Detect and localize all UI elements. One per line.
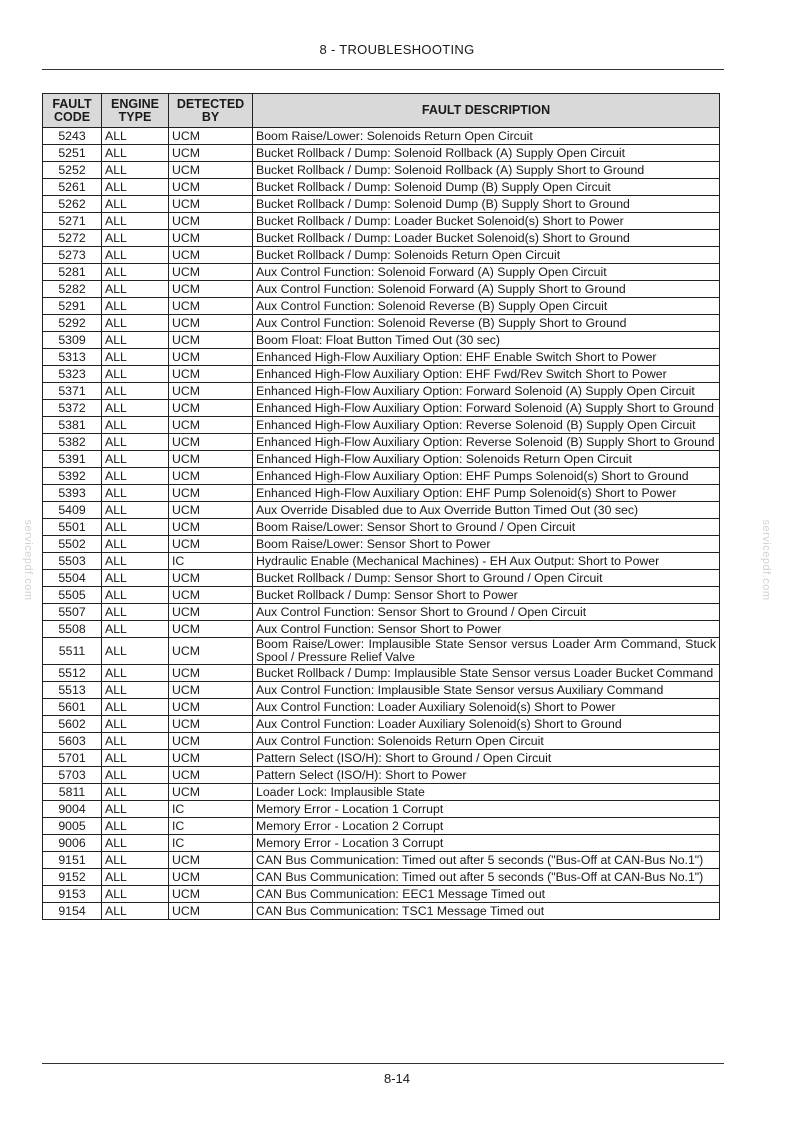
fault-code-cell: 9151 bbox=[43, 852, 102, 869]
detected-by-cell: UCM bbox=[169, 332, 253, 349]
fault-code-cell: 5703 bbox=[43, 767, 102, 784]
fault-code-cell: 5503 bbox=[43, 553, 102, 570]
detected-by-cell: UCM bbox=[169, 716, 253, 733]
fault-code-cell: 5282 bbox=[43, 281, 102, 298]
table-row bbox=[43, 699, 720, 716]
table-row bbox=[43, 587, 720, 604]
fault-description-cell: Aux Control Function: Loader Auxiliary Solenoid(s) Short to Power bbox=[253, 699, 720, 716]
table-row bbox=[43, 128, 720, 145]
fault-description-cell: Enhanced High-Flow Auxiliary Option: Solenoids Return Open Circuit bbox=[253, 451, 720, 468]
detected-by-cell: UCM bbox=[169, 869, 253, 886]
fault-code-cell: 5381 bbox=[43, 417, 102, 434]
fault-description-cell: Bucket Rollback / Dump: Solenoids Return Open Circuit bbox=[253, 247, 720, 264]
table-row bbox=[43, 570, 720, 587]
engine-type-cell: ALL bbox=[102, 315, 169, 332]
fault-description-cell: CAN Bus Communication: EEC1 Message Timed out bbox=[253, 886, 720, 903]
engine-type-cell: ALL bbox=[102, 665, 169, 682]
page-number: 8-14 bbox=[383, 1071, 411, 1086]
fault-code-cell: 5272 bbox=[43, 230, 102, 247]
fault-code-cell: 5502 bbox=[43, 536, 102, 553]
table-row bbox=[43, 886, 720, 903]
fault-description-cell: CAN Bus Communication: Timed out after 5 seconds ("Bus-Off at CAN-Bus No.1") bbox=[253, 869, 720, 886]
detected-by-cell: UCM bbox=[169, 570, 253, 587]
fault-description-cell: Enhanced High-Flow Auxiliary Option: Forward Solenoid (A) Supply Open Circuit bbox=[253, 383, 720, 400]
detected-by-cell: UCM bbox=[169, 162, 253, 179]
engine-type-cell: ALL bbox=[102, 366, 169, 383]
engine-type-cell: ALL bbox=[102, 281, 169, 298]
detected-by-cell: UCM bbox=[169, 315, 253, 332]
fault-code-cell: 5251 bbox=[43, 145, 102, 162]
engine-type-cell: ALL bbox=[102, 230, 169, 247]
table-row bbox=[43, 264, 720, 281]
fault-code-cell: 5508 bbox=[43, 621, 102, 638]
detected-by-cell: UCM bbox=[169, 665, 253, 682]
fault-description-cell: Bucket Rollback / Dump: Implausible State Sensor versus Loader Bucket Command bbox=[253, 665, 720, 682]
fault-code-cell: 5252 bbox=[43, 162, 102, 179]
fault-description-cell: Hydraulic Enable (Mechanical Machines) - EH Aux Output: Short to Power bbox=[253, 553, 720, 570]
detected-by-cell: UCM bbox=[169, 852, 253, 869]
table-row bbox=[43, 733, 720, 750]
table-row bbox=[43, 315, 720, 332]
detected-by-cell: IC bbox=[169, 801, 253, 818]
engine-type-cell: ALL bbox=[102, 767, 169, 784]
detected-by-cell: UCM bbox=[169, 145, 253, 162]
detected-by-cell: IC bbox=[169, 553, 253, 570]
detected-by-cell: UCM bbox=[169, 298, 253, 315]
fault-code-cell: 5292 bbox=[43, 315, 102, 332]
detected-by-cell: UCM bbox=[169, 366, 253, 383]
fault-description-cell: Aux Control Function: Solenoids Return Open Circuit bbox=[253, 733, 720, 750]
fault-description-cell: CAN Bus Communication: TSC1 Message Timed out bbox=[253, 903, 720, 920]
fault-code-cell: 5262 bbox=[43, 196, 102, 213]
fault-code-cell: 9154 bbox=[43, 903, 102, 920]
detected-by-cell: UCM bbox=[169, 784, 253, 801]
table-row bbox=[43, 179, 720, 196]
table-row bbox=[43, 604, 720, 621]
fault-description-cell: Bucket Rollback / Dump: Loader Bucket Solenoid(s) Short to Power bbox=[253, 213, 720, 230]
fault-code-cell: 5701 bbox=[43, 750, 102, 767]
table-row bbox=[43, 784, 720, 801]
table-row bbox=[43, 502, 720, 519]
table-row bbox=[43, 716, 720, 733]
page-section-title: 8 - TROUBLESHOOTING bbox=[319, 42, 475, 57]
fault-code-cell: 5243 bbox=[43, 128, 102, 145]
table-row bbox=[43, 383, 720, 400]
engine-type-cell: ALL bbox=[102, 349, 169, 366]
table-row bbox=[43, 434, 720, 451]
fault-description-cell: Bucket Rollback / Dump: Solenoid Dump (B) Supply Short to Ground bbox=[253, 196, 720, 213]
engine-type-cell: ALL bbox=[102, 145, 169, 162]
table-row bbox=[43, 349, 720, 366]
table-row bbox=[43, 682, 720, 699]
fault-description-cell: Enhanced High-Flow Auxiliary Option: EHF Fwd/Rev Switch Short to Power bbox=[253, 366, 720, 383]
table-row bbox=[43, 665, 720, 682]
detected-by-cell: UCM bbox=[169, 886, 253, 903]
detected-by-cell: UCM bbox=[169, 699, 253, 716]
engine-type-cell: ALL bbox=[102, 536, 169, 553]
fault-description-cell: Boom Raise/Lower: Solenoids Return Open Circuit bbox=[253, 128, 720, 145]
fault-description-cell: Bucket Rollback / Dump: Solenoid Rollback (A) Supply Open Circuit bbox=[253, 145, 720, 162]
header-fault-description: FAULT DESCRIPTION bbox=[253, 94, 720, 128]
table-row bbox=[43, 145, 720, 162]
watermark-left: servicepdf.com bbox=[22, 519, 34, 601]
detected-by-cell: UCM bbox=[169, 213, 253, 230]
table-row bbox=[43, 553, 720, 570]
detected-by-cell: UCM bbox=[169, 434, 253, 451]
fault-code-cell: 5511 bbox=[43, 638, 102, 665]
engine-type-cell: ALL bbox=[102, 383, 169, 400]
engine-type-cell: ALL bbox=[102, 502, 169, 519]
detected-by-cell: UCM bbox=[169, 519, 253, 536]
detected-by-cell: UCM bbox=[169, 264, 253, 281]
engine-type-cell: ALL bbox=[102, 434, 169, 451]
detected-by-cell: IC bbox=[169, 835, 253, 852]
engine-type-cell: ALL bbox=[102, 264, 169, 281]
table-row bbox=[43, 366, 720, 383]
detected-by-cell: UCM bbox=[169, 767, 253, 784]
detected-by-cell: UCM bbox=[169, 383, 253, 400]
table-row bbox=[43, 332, 720, 349]
detected-by-cell: UCM bbox=[169, 587, 253, 604]
table-row bbox=[43, 162, 720, 179]
engine-type-cell: ALL bbox=[102, 699, 169, 716]
fault-description-cell: Boom Raise/Lower: Sensor Short to Power bbox=[253, 536, 720, 553]
detected-by-cell: UCM bbox=[169, 400, 253, 417]
fault-code-cell: 5323 bbox=[43, 366, 102, 383]
engine-type-cell: ALL bbox=[102, 196, 169, 213]
fault-code-cell: 5504 bbox=[43, 570, 102, 587]
fault-description-cell: Bucket Rollback / Dump: Loader Bucket Solenoid(s) Short to Ground bbox=[253, 230, 720, 247]
engine-type-cell: ALL bbox=[102, 835, 169, 852]
fault-code-cell: 5392 bbox=[43, 468, 102, 485]
detected-by-cell: UCM bbox=[169, 196, 253, 213]
fault-code-cell: 5309 bbox=[43, 332, 102, 349]
detected-by-cell: UCM bbox=[169, 128, 253, 145]
fault-description-cell: Memory Error - Location 1 Corrupt bbox=[253, 801, 720, 818]
fault-code-cell: 5372 bbox=[43, 400, 102, 417]
table-row bbox=[43, 621, 720, 638]
table-row bbox=[43, 213, 720, 230]
fault-description-cell: Aux Control Function: Solenoid Forward (A) Supply Open Circuit bbox=[253, 264, 720, 281]
header-fault-code: FAULT CODE bbox=[43, 94, 102, 128]
detected-by-cell: UCM bbox=[169, 604, 253, 621]
fault-code-cell: 5409 bbox=[43, 502, 102, 519]
fault-code-table bbox=[42, 93, 720, 920]
fault-description-cell: Loader Lock: Implausible State bbox=[253, 784, 720, 801]
fault-description-cell: Aux Override Disabled due to Aux Override Button Timed Out (30 sec) bbox=[253, 502, 720, 519]
detected-by-cell: UCM bbox=[169, 468, 253, 485]
fault-description-cell: Enhanced High-Flow Auxiliary Option: Reverse Solenoid (B) Supply Short to Ground bbox=[253, 434, 720, 451]
fault-code-cell: 9005 bbox=[43, 818, 102, 835]
engine-type-cell: ALL bbox=[102, 621, 169, 638]
engine-type-cell: ALL bbox=[102, 750, 169, 767]
engine-type-cell: ALL bbox=[102, 784, 169, 801]
detected-by-cell: UCM bbox=[169, 502, 253, 519]
fault-description-cell: Enhanced High-Flow Auxiliary Option: Reverse Solenoid (B) Supply Open Circuit bbox=[253, 417, 720, 434]
engine-type-cell: ALL bbox=[102, 213, 169, 230]
fault-code-cell: 5382 bbox=[43, 434, 102, 451]
table-row bbox=[43, 230, 720, 247]
engine-type-cell: ALL bbox=[102, 553, 169, 570]
fault-description-cell: Pattern Select (ISO/H): Short to Ground / Open Circuit bbox=[253, 750, 720, 767]
engine-type-cell: ALL bbox=[102, 128, 169, 145]
table-row bbox=[43, 852, 720, 869]
engine-type-cell: ALL bbox=[102, 332, 169, 349]
table-row bbox=[43, 801, 720, 818]
fault-description-cell: Bucket Rollback / Dump: Solenoid Dump (B) Supply Open Circuit bbox=[253, 179, 720, 196]
fault-description-cell: Memory Error - Location 3 Corrupt bbox=[253, 835, 720, 852]
engine-type-cell: ALL bbox=[102, 468, 169, 485]
fault-code-cell: 5371 bbox=[43, 383, 102, 400]
engine-type-cell: ALL bbox=[102, 638, 169, 665]
table-row bbox=[43, 519, 720, 536]
fault-description-cell: Aux Control Function: Implausible State Sensor versus Auxiliary Command bbox=[253, 682, 720, 699]
table-row bbox=[43, 281, 720, 298]
engine-type-cell: ALL bbox=[102, 570, 169, 587]
fault-code-cell: 9153 bbox=[43, 886, 102, 903]
table-row bbox=[43, 247, 720, 264]
fault-description-cell: Enhanced High-Flow Auxiliary Option: EHF Enable Switch Short to Power bbox=[253, 349, 720, 366]
engine-type-cell: ALL bbox=[102, 818, 169, 835]
table-row bbox=[43, 485, 720, 502]
engine-type-cell: ALL bbox=[102, 179, 169, 196]
header-detected-by: DETECTED BY bbox=[169, 94, 253, 128]
fault-code-cell: 5391 bbox=[43, 451, 102, 468]
header-rule bbox=[42, 69, 724, 70]
fault-code-cell: 5291 bbox=[43, 298, 102, 315]
fault-code-cell: 5271 bbox=[43, 213, 102, 230]
engine-type-cell: ALL bbox=[102, 682, 169, 699]
table-row bbox=[43, 818, 720, 835]
fault-code-cell: 5512 bbox=[43, 665, 102, 682]
table-row bbox=[43, 750, 720, 767]
table-row bbox=[43, 468, 720, 485]
fault-code-cell: 9004 bbox=[43, 801, 102, 818]
table-row bbox=[43, 298, 720, 315]
fault-description-cell: Aux Control Function: Solenoid Reverse (B) Supply Open Circuit bbox=[253, 298, 720, 315]
fault-description-cell: Boom Float: Float Button Timed Out (30 sec) bbox=[253, 332, 720, 349]
detected-by-cell: UCM bbox=[169, 485, 253, 502]
detected-by-cell: IC bbox=[169, 818, 253, 835]
detected-by-cell: UCM bbox=[169, 417, 253, 434]
detected-by-cell: UCM bbox=[169, 247, 253, 264]
footer-rule bbox=[42, 1063, 724, 1064]
fault-description-cell: Enhanced High-Flow Auxiliary Option: EHF Pumps Solenoid(s) Short to Ground bbox=[253, 468, 720, 485]
fault-description-cell: Boom Raise/Lower: Sensor Short to Ground / Open Circuit bbox=[253, 519, 720, 536]
fault-description-cell: Bucket Rollback / Dump: Sensor Short to Ground / Open Circuit bbox=[253, 570, 720, 587]
fault-code-cell: 5393 bbox=[43, 485, 102, 502]
fault-description-cell: Bucket Rollback / Dump: Sensor Short to Power bbox=[253, 587, 720, 604]
table-row bbox=[43, 196, 720, 213]
detected-by-cell: UCM bbox=[169, 733, 253, 750]
fault-code-cell: 9152 bbox=[43, 869, 102, 886]
engine-type-cell: ALL bbox=[102, 886, 169, 903]
engine-type-cell: ALL bbox=[102, 869, 169, 886]
fault-description-cell: Enhanced High-Flow Auxiliary Option: EHF Pump Solenoid(s) Short to Power bbox=[253, 485, 720, 502]
detected-by-cell: UCM bbox=[169, 638, 253, 665]
fault-code-cell: 5273 bbox=[43, 247, 102, 264]
table-row bbox=[43, 417, 720, 434]
engine-type-cell: ALL bbox=[102, 604, 169, 621]
fault-code-cell: 9006 bbox=[43, 835, 102, 852]
fault-description-cell: Pattern Select (ISO/H): Short to Power bbox=[253, 767, 720, 784]
detected-by-cell: UCM bbox=[169, 750, 253, 767]
table-header-row bbox=[43, 94, 720, 128]
engine-type-cell: ALL bbox=[102, 903, 169, 920]
header-engine-type: ENGINE TYPE bbox=[102, 94, 169, 128]
detected-by-cell: UCM bbox=[169, 451, 253, 468]
fault-code-cell: 5603 bbox=[43, 733, 102, 750]
fault-description-cell: Memory Error - Location 2 Corrupt bbox=[253, 818, 720, 835]
watermark-right: servicepdf.com bbox=[760, 519, 772, 601]
detected-by-cell: UCM bbox=[169, 903, 253, 920]
fault-description-cell: Bucket Rollback / Dump: Solenoid Rollback (A) Supply Short to Ground bbox=[253, 162, 720, 179]
table-row bbox=[43, 451, 720, 468]
fault-code-cell: 5261 bbox=[43, 179, 102, 196]
engine-type-cell: ALL bbox=[102, 733, 169, 750]
fault-code-cell: 5313 bbox=[43, 349, 102, 366]
table-row bbox=[43, 767, 720, 784]
engine-type-cell: ALL bbox=[102, 247, 169, 264]
fault-code-cell: 5811 bbox=[43, 784, 102, 801]
table-row bbox=[43, 638, 720, 665]
detected-by-cell: UCM bbox=[169, 536, 253, 553]
engine-type-cell: ALL bbox=[102, 587, 169, 604]
engine-type-cell: ALL bbox=[102, 451, 169, 468]
fault-code-cell: 5281 bbox=[43, 264, 102, 281]
engine-type-cell: ALL bbox=[102, 162, 169, 179]
fault-description-cell: Aux Control Function: Sensor Short to Ground / Open Circuit bbox=[253, 604, 720, 621]
engine-type-cell: ALL bbox=[102, 519, 169, 536]
table-row bbox=[43, 835, 720, 852]
detected-by-cell: UCM bbox=[169, 230, 253, 247]
table-row bbox=[43, 400, 720, 417]
fault-description-cell: Aux Control Function: Loader Auxiliary Solenoid(s) Short to Ground bbox=[253, 716, 720, 733]
fault-code-cell: 5507 bbox=[43, 604, 102, 621]
table-row bbox=[43, 536, 720, 553]
engine-type-cell: ALL bbox=[102, 716, 169, 733]
fault-code-cell: 5601 bbox=[43, 699, 102, 716]
detected-by-cell: UCM bbox=[169, 682, 253, 699]
fault-code-cell: 5501 bbox=[43, 519, 102, 536]
detected-by-cell: UCM bbox=[169, 349, 253, 366]
detected-by-cell: UCM bbox=[169, 179, 253, 196]
fault-description-cell: Aux Control Function: Solenoid Forward (A) Supply Short to Ground bbox=[253, 281, 720, 298]
detected-by-cell: UCM bbox=[169, 281, 253, 298]
fault-description-cell: Boom Raise/Lower: Implausible State Sensor versus Loader Arm Command, Stuck Spool / Pressure Relief Valve bbox=[253, 638, 720, 665]
engine-type-cell: ALL bbox=[102, 485, 169, 502]
fault-table-body bbox=[43, 128, 720, 920]
table-row bbox=[43, 869, 720, 886]
fault-code-cell: 5602 bbox=[43, 716, 102, 733]
engine-type-cell: ALL bbox=[102, 417, 169, 434]
fault-description-cell: Aux Control Function: Solenoid Reverse (B) Supply Short to Ground bbox=[253, 315, 720, 332]
engine-type-cell: ALL bbox=[102, 400, 169, 417]
engine-type-cell: ALL bbox=[102, 852, 169, 869]
table-row bbox=[43, 903, 720, 920]
fault-description-cell: Enhanced High-Flow Auxiliary Option: Forward Solenoid (A) Supply Short to Ground bbox=[253, 400, 720, 417]
engine-type-cell: ALL bbox=[102, 801, 169, 818]
fault-description-cell: Aux Control Function: Sensor Short to Power bbox=[253, 621, 720, 638]
fault-code-cell: 5505 bbox=[43, 587, 102, 604]
detected-by-cell: UCM bbox=[169, 621, 253, 638]
engine-type-cell: ALL bbox=[102, 298, 169, 315]
fault-code-cell: 5513 bbox=[43, 682, 102, 699]
fault-description-cell: CAN Bus Communication: Timed out after 5 seconds ("Bus-Off at CAN-Bus No.1") bbox=[253, 852, 720, 869]
